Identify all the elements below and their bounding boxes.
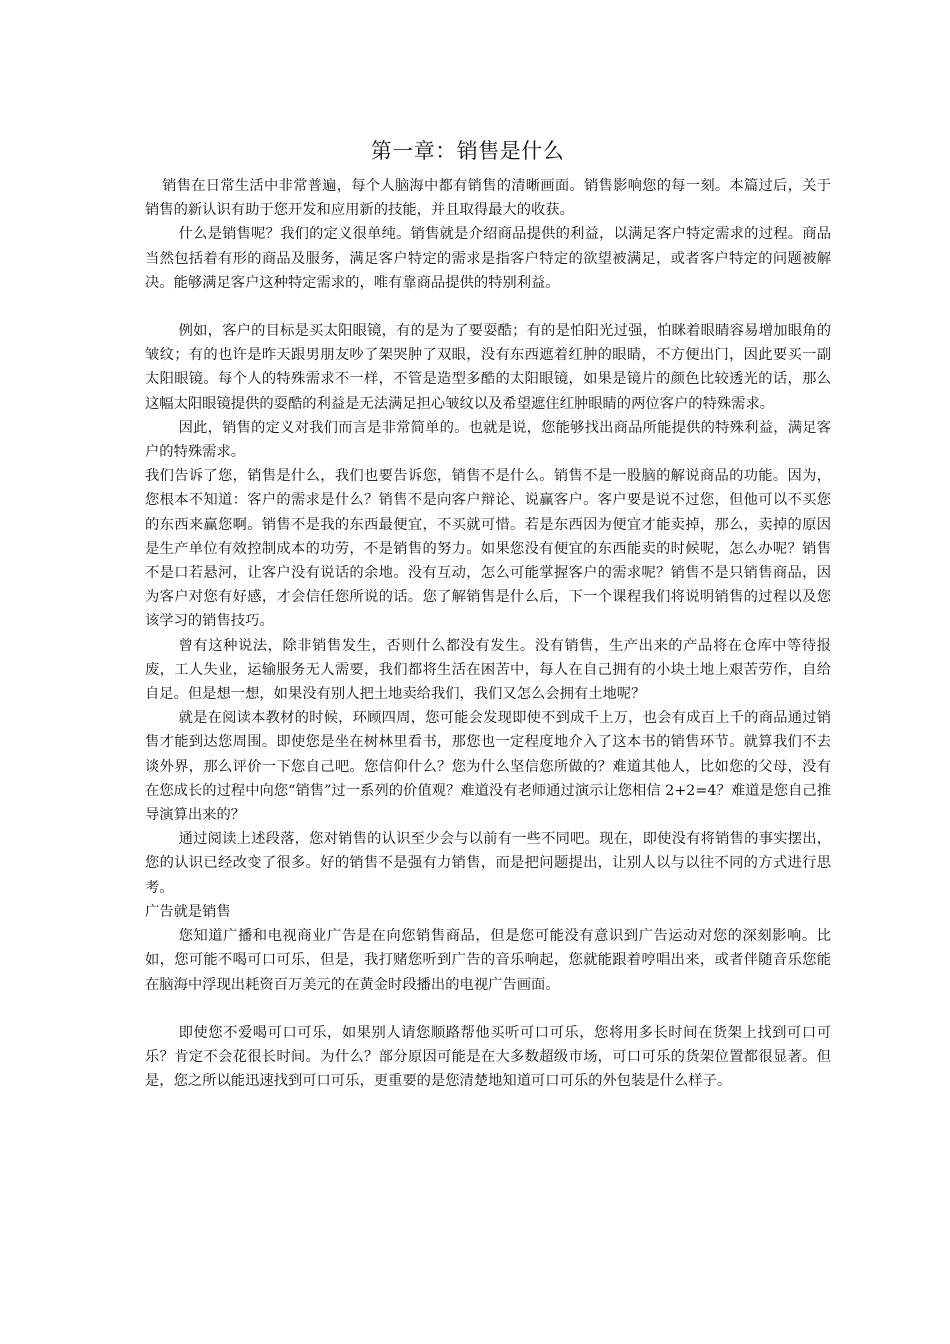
document-body (145, 174, 831, 1093)
paragraph-recognition: 通过阅读上述段落，您对销售的认识至少会与以前有一些不同吧。现在，即使没有将销售的事实摆出，您的认识已经改变了很多。好的销售不是强有力销售，而是把问题提出，让别人以与以往不同的方式进行思考。 (145, 831, 831, 896)
paragraph-nothing-happens: 曾有这种说法，除非销售发生，否则什么都没有发生。没有销售，生产出来的产品将在仓库中等待报废，工人失业，运输服务无人需要，我们都将生活在困苦中，每人在自己拥有的小块土地上艰苦劳作，自给自足。但是想一想，如果没有别人把土地卖给我们，我们又怎么会拥有土地呢？ (145, 637, 831, 703)
blank-line (145, 997, 831, 1021)
blank-line (145, 295, 831, 319)
paragraph-sunglasses-example: 例如，客户的目标是买太阳眼镜，有的是为了要耍酷；有的是怕阳光过强，怕眯着眼睛容易增加眼角的皱纹；有的也许是昨天跟男朋友吵了架哭肿了双眼，没有东西遮着红肿的眼睛，不方便出门，因此要买一副太阳眼镜。每个人的特殊需求不一样，不管是造型多酷的太阳眼镜，如果是镜片的颜色比较透光的话，那么这幅太阳眼镜提供的耍酷的利益是无法满足担心皱纹以及希望遮住红肿眼睛的两位客户的特殊需求。 (145, 323, 831, 412)
paragraph-what-selling-is-not: 我们告诉了您，销售是什么，我们也要告诉您，销售不是什么。销售不是一股脑的解说商品的功能。因为，您根本不知道：客户的需求是什么？销售不是向客户辩论、说赢客户。客户要是说不过您，但他可以不买您的东西来赢您啊。销售不是我的东西最便宜，不买就可惜。若是东西因为便宜才能卖掉，那么，卖掉的原因是生产单位有效控制成本的功劳，不是销售的努力。如果您没有便宜的东西能卖的时候呢，怎么办呢？销售不是口若悬河，让客户没有说话的余地。没有互动，怎么可能掌握客户的需求呢？销售不是只销售商品，因为客户对您有好感，才会信任您所说的话。您了解销售是什么后，下一个课程我们将说明销售的过程以及您该学习的销售技巧。 (145, 468, 831, 630)
paragraph-coca-cola: 即使您不爱喝可口可乐，如果别人请您顺路帮他买听可口可乐，您将用多长时间在货架上找到可口可乐？肯定不会花很长时间。为什么？部分原因可能是在大多数超级市场，可口可乐的货架位置都很显著。但是，您之所以能迅速找到可口可乐，更重要的是您清楚地知道可口可乐的外包装是什么样子。 (145, 1024, 831, 1090)
paragraph-therefore: 因此，销售的定义对我们而言是非常简单的。也就是说，您能够找出商品所能提供的特殊利益，满足客户的特殊需求。 (145, 419, 831, 461)
chapter-title: 第一章：销售是什么 (370, 139, 565, 163)
paragraph-look-around: 就是在阅读本教材的时候，环顾四周，您可能会发现即使不到成千上万，也会有成百上千的商品通过销售才能到达您周围。即使您是坐在树林里看书，那您也一定程度地介入了这本书的销售环节。就算我们不去谈外界，那么评价一下您自己吧。您信仰什么？您为什么坚信您所做的？难道其他人，比如您的父母，没有在您成长的过程中向您“销售”过一系列的价值观？难道没有老师通过演示让您相信 2+2=4？难道是您自己推导演算出来的？ (145, 710, 831, 824)
paragraph-advertising: 您知道广播和电视商业广告是在向您销售商品，但是您可能没有意识到广告运动对您的深刻影响。比如，您可能不喝可口可乐，但是，我打赌您听到广告的音乐响起，您就能跟着哼唱出来，或者伴随音乐您能在脑海中浮现出耗资百万美元的在黄金时段播出的电视广告画面。 (145, 928, 831, 993)
paragraph-intro: 销售在日常生活中非常普遍，每个人脑海中都有销售的清晰画面。销售影响您的每一刻。本篇过后，关于销售的新认识有助于您开发和应用新的技能，并且取得最大的收获。 (145, 178, 831, 219)
paragraph-definition: 什么是销售呢？我们的定义很单纯。销售就是介绍商品提供的利益，以满足客户特定需求的过程。商品当然包括着有形的商品及服务，满足客户特定的需求是指客户特定的欲望被满足，或者客户特定的问题被解决。能够满足客户这种特定需求的，唯有靠商品提供的特别利益。 (145, 226, 831, 291)
section-heading-advertising: 广告就是销售 (145, 903, 231, 920)
